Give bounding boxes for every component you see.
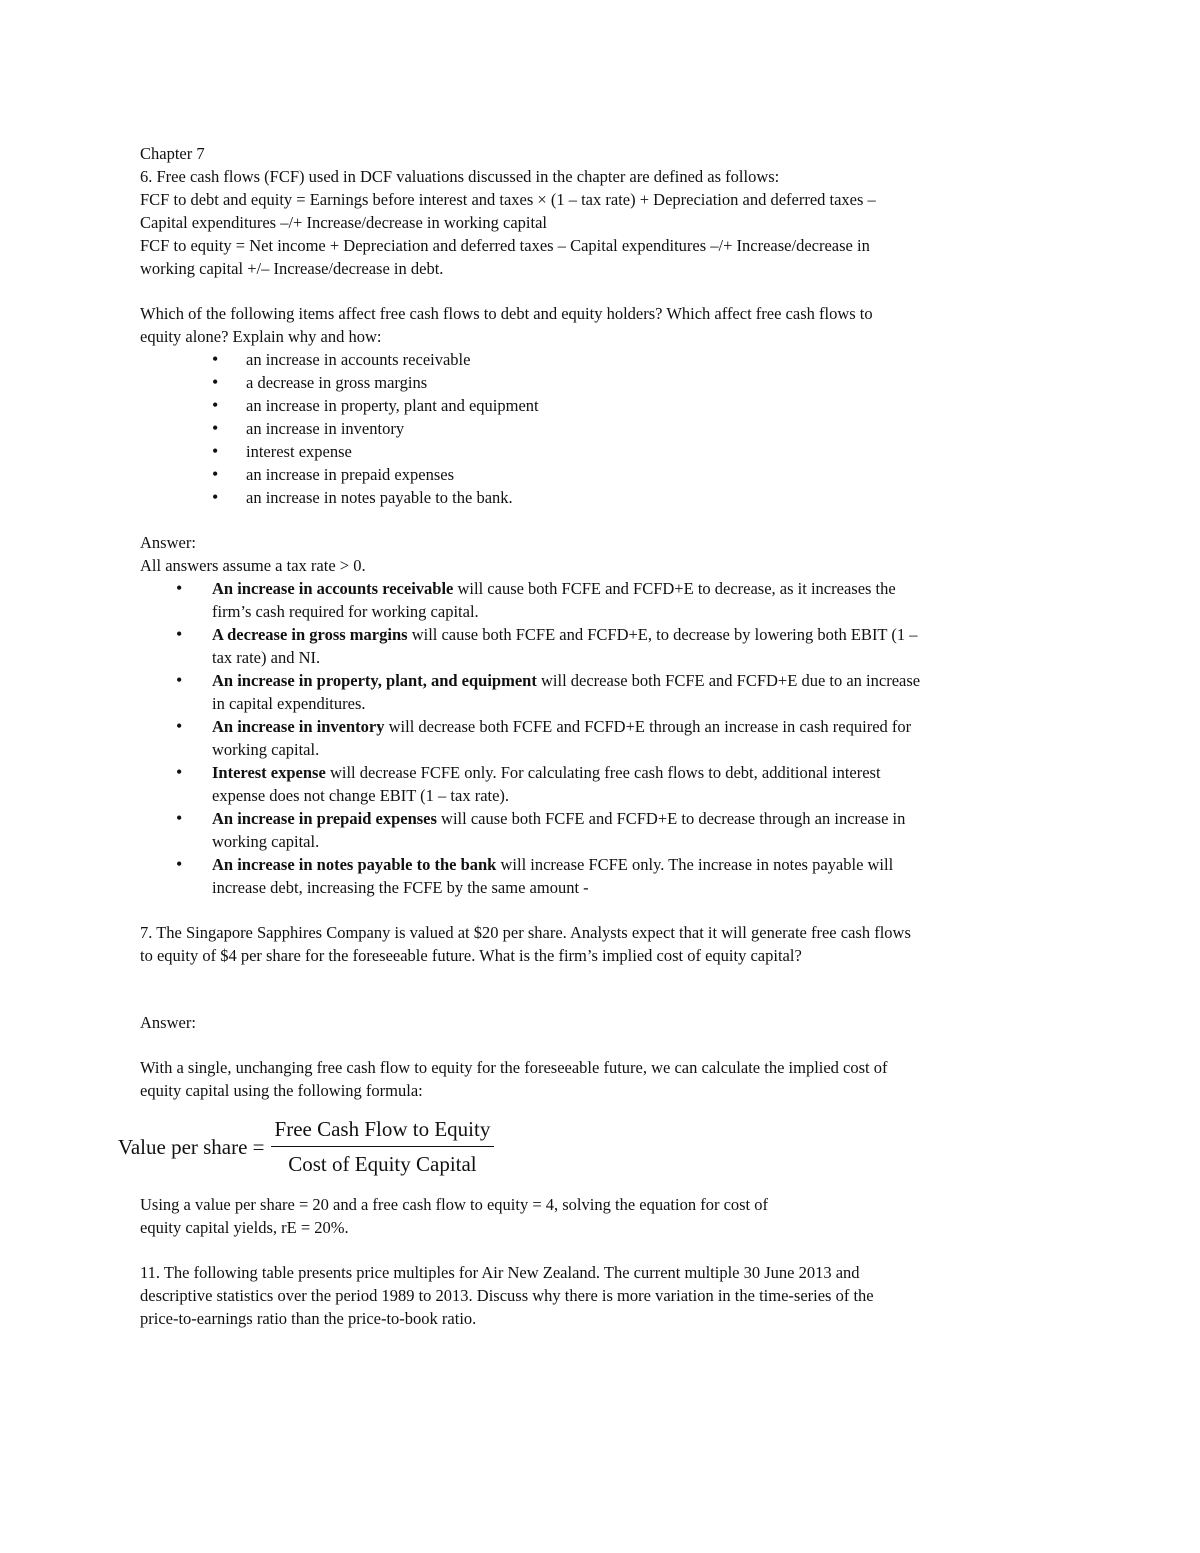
answer-term: A decrease in gross margins <box>212 625 408 644</box>
q6-question-line-1: Which of the following items affect free cash flows to debt and equity holders? Which affect free cash flows to <box>140 304 873 323</box>
list-item: • a decrease in gross margins <box>212 371 1070 394</box>
q6-item-list <box>140 348 1070 509</box>
answer-text: will decrease both FCFE and FCFD+E through an increase in cash required for <box>384 717 912 736</box>
answer-term: An increase in inventory <box>212 717 385 736</box>
list-item: • interest expense <box>212 440 1070 463</box>
q6-intro: 6. Free cash flows (FCF) used in DCF valuations discussed in the chapter are defined as follows: <box>140 167 780 186</box>
list-item: • an increase in inventory <box>212 417 1070 440</box>
answer-text: firm’s cash required for working capital. <box>212 602 479 621</box>
answer-item <box>176 669 1070 715</box>
spacer <box>140 1239 1070 1261</box>
q7-result-line-1: Using a value per share = 20 and a free cash flow to equity = 4, solving the equation for cost of <box>140 1195 769 1214</box>
q6-answer-list <box>140 577 1070 899</box>
answer-text: will cause both FCFE and FCFD+E to decrease, as it increases the <box>453 579 896 598</box>
q7-explanation-line-1: With a single, unchanging free cash flow to equity for the foreseeable future, we can calculate the implied cost of <box>140 1058 888 1077</box>
answer-text: increase debt, increasing the FCFE by the same amount - <box>212 878 589 897</box>
formula-numerator: Free Cash Flow to Equity <box>271 1114 495 1147</box>
chapter-heading: Chapter 7 <box>140 144 205 163</box>
answer-text: will decrease both FCFE and FCFD+E due to an increase <box>536 671 921 690</box>
q6-answer-label: Answer: <box>140 533 196 552</box>
list-item: • an increase in property, plant and equipment <box>212 394 1070 417</box>
spacer <box>140 509 1070 531</box>
q11-line-2: descriptive statistics over the period 1989 to 2013. Discuss why there is more variation in the time-series of the <box>140 1286 874 1305</box>
answer-term: An increase in notes payable to the bank <box>212 855 497 874</box>
answer-term: An increase in prepaid expenses <box>212 809 437 828</box>
spacer <box>140 1034 1070 1056</box>
q11-line-3: price-to-earnings ratio than the price-to-book ratio. <box>140 1309 477 1328</box>
list-item: • an increase in notes payable to the bank. <box>212 486 1070 509</box>
q11-line-1: 11. The following table presents price multiples for Air New Zealand. The current multiple 30 June 2013 and <box>140 1263 860 1282</box>
answer-text: will cause both FCFE and FCFD+E, to decrease by lowering both EBIT (1 – <box>407 625 918 644</box>
formula-fraction <box>271 1114 495 1179</box>
answer-item <box>176 761 1070 807</box>
answer-text: working capital. <box>212 832 320 851</box>
answer-item <box>176 715 1070 761</box>
formula-lhs: Value per share = <box>118 1134 265 1159</box>
answer-term: Interest expense <box>212 763 326 782</box>
answer-text: will decrease FCFE only. For calculating free cash flows to debt, additional interest <box>325 763 881 782</box>
fcf-debt-equity-definition-line-1: FCF to debt and equity = Earnings before interest and taxes × (1 – tax rate) + Depreciation and deferred taxes – <box>140 190 876 209</box>
spacer <box>140 899 1070 921</box>
fcf-equity-definition-line-2: working capital +/– Increase/decrease in debt. <box>140 259 444 278</box>
answer-text: in capital expenditures. <box>212 694 366 713</box>
answer-item <box>176 577 1070 623</box>
q6-assumption: All answers assume a tax rate > 0. <box>140 556 366 575</box>
q7-question-line-1: 7. The Singapore Sapphires Company is valued at $20 per share. Analysts expect that it will generate free cash flows <box>140 923 911 942</box>
document-page <box>118 142 1070 1330</box>
spacer <box>140 280 1070 302</box>
answer-text: expense does not change EBIT (1 – tax rate). <box>212 786 510 805</box>
fcf-equity-definition-line-1: FCF to equity = Net income + Depreciation and deferred taxes – Capital expenditures –/+ Increase/decrease in <box>140 236 870 255</box>
q7-result-line-2: equity capital yields, rE = 20%. <box>140 1218 349 1237</box>
q7-answer-label: Answer: <box>140 1013 196 1032</box>
list-item: • an increase in prepaid expenses <box>212 463 1070 486</box>
answer-term: An increase in accounts receivable <box>212 579 454 598</box>
answer-text: will increase FCFE only. The increase in notes payable will <box>496 855 894 874</box>
formula-denominator: Cost of Equity Capital <box>288 1152 477 1176</box>
q7-explanation-line-2: equity capital using the following formula: <box>140 1081 423 1100</box>
answer-text: tax rate) and NI. <box>212 648 321 667</box>
answer-text: working capital. <box>212 740 320 759</box>
q6-question-line-2: equity alone? Explain why and how: <box>140 327 382 346</box>
answer-term: An increase in property, plant, and equipment <box>212 671 537 690</box>
value-per-share-formula <box>118 1114 1070 1179</box>
list-item: • an increase in accounts receivable <box>212 348 1070 371</box>
spacer <box>140 967 1070 1011</box>
fcf-debt-equity-definition-line-2: Capital expenditures –/+ Increase/decrease in working capital <box>140 213 547 232</box>
answer-item <box>176 623 1070 669</box>
q7-question-line-2: to equity of $4 per share for the foreseeable future. What is the firm’s implied cost of equity capital? <box>140 946 802 965</box>
answer-item <box>176 807 1070 853</box>
answer-item <box>176 853 1070 899</box>
answer-text: will cause both FCFE and FCFD+E to decrease through an increase in <box>436 809 906 828</box>
